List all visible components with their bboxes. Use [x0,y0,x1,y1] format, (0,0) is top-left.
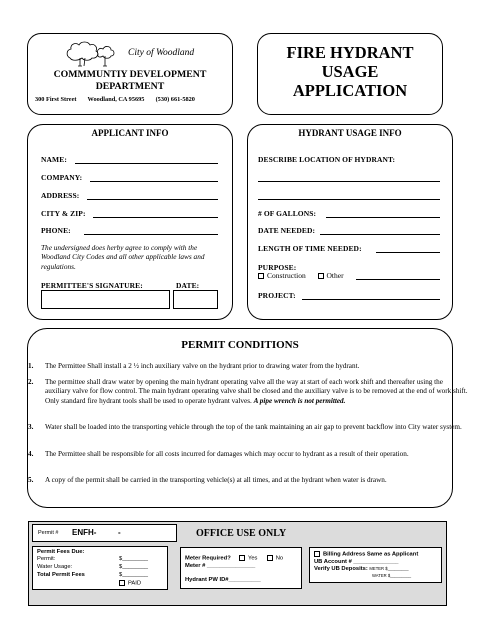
date-input[interactable] [173,290,218,309]
location-label: DESCRIBE LOCATION OF HYDRANT: [258,155,396,164]
water-deposit-field[interactable]: WATER $_________ [372,573,412,578]
form-title [257,43,443,100]
condition-number: 3. [28,423,34,431]
location-input-line-2[interactable] [258,199,440,200]
date-needed-input[interactable] [320,234,440,235]
meter-deposit-field[interactable]: METER $_________ [369,566,409,571]
purpose-construction-option[interactable] [258,271,308,280]
street-address: 300 First Street [35,96,77,103]
form-title-line-2: USAGE [321,62,379,81]
purpose-other-input[interactable] [356,279,440,280]
condition-number: 1. [28,362,34,370]
other-checkbox[interactable] [318,273,324,279]
applicant-info-title: APPLICANT INFO [91,128,169,138]
purpose-label: PURPOSE: [258,263,297,272]
permit-number-label: Permit # [38,530,59,536]
verify-deposits-label: Verify UB Deposits: [314,566,368,572]
city-logo-text: City of Woodland [128,48,195,58]
permit-fee-label: Permit: [37,556,56,562]
phone-input[interactable] [84,234,218,235]
condition-text: Water shall be loaded into the transporting vehicle through the top of the tank maintaining an air gap to prevent backflow into City water system. [45,423,462,431]
condition-text: The permittee shall draw water by opening the main hydrant operating valve all the way at start of each work shift and thereafter using the auxiliary valve for flow control. The main hydrant operating valve shall be closed and the auxiliary valve is to be removed at the end of work shift. Only standard fire hydrant tools shall be used to operate hydrant valves. A pipe wrench is not permitted. [45,378,468,405]
hydrant-pw-id-field[interactable]: Hydrant PW ID#__________ [185,577,261,583]
condition-text: The Permittee shall be responsible for all costs incurred for damages which may occur to hydrant as a result of their operation. [45,450,409,458]
paid-option[interactable] [119,580,141,588]
form-title-line-1: FIRE HYDRANT [286,43,414,62]
billing-same-option[interactable] [314,551,418,558]
condition-text: The Permittee Shall install a 2 ½ inch auxiliary valve on the hydrant prior to drawing water from the hydrant. [45,362,360,370]
permit-number-prefix[interactable]: ENFH- [72,528,97,537]
project-label: PROJECT: [258,291,296,300]
location-input-line-1[interactable] [258,181,440,182]
phone-label: PHONE: [41,226,71,235]
paid-label: PAID [128,580,142,587]
department-address-line [35,96,195,103]
construction-checkbox[interactable] [258,273,264,279]
meter-box [180,547,302,589]
address-label: ADDRESS: [41,191,80,200]
meter-number-field[interactable]: Meter # _______________ [185,563,256,569]
permit-fee-amount[interactable]: $________ [119,556,149,562]
date-needed-label: DATE NEEDED: [258,226,316,235]
agreement-text: The undersigned does herby agree to comply with the Woodland City Codes and all other applicable laws and regulations. [41,243,205,271]
purpose-other-option[interactable] [318,271,344,280]
name-input[interactable] [75,163,218,164]
permit-conditions-title: PERMIT CONDITIONS [181,339,299,351]
verify-deposits-row [314,566,409,572]
condition-text: A copy of the permit shall be carried in the transporting vehicle(s) at all times, and at the hydrant when water is drawn. [45,476,387,484]
construction-label: Construction [267,271,306,280]
date-label: DATE: [176,281,200,290]
meter-yes-checkbox[interactable] [239,555,245,561]
total-fees-label: Total Permit Fees [37,572,85,578]
condition-number: 2. [28,378,34,386]
city-address: Woodland, CA 95695 [87,96,145,103]
gallons-input[interactable] [326,217,440,218]
department-line-2: DEPARTMENT [95,80,165,92]
signature-input[interactable] [41,290,170,309]
condition-number: 5. [28,476,34,484]
water-usage-label: Water Usage: [37,564,73,570]
phone-number: (530) 661-5820 [155,96,195,103]
gallons-label: # OF GALLONS: [258,209,317,218]
length-of-time-input[interactable] [376,252,440,253]
hydrant-usage-title: HYDRANT USAGE INFO [298,128,402,138]
meter-required-label: Meter Required? [185,555,231,562]
form-title-line-3: APPLICATION [292,81,408,100]
permit-number-dash: - [118,528,121,537]
name-label: NAME: [41,155,67,164]
department-name [27,69,233,92]
office-use-title: OFFICE USE ONLY [196,528,287,539]
meter-no-checkbox[interactable] [267,555,273,561]
address-input[interactable] [87,199,218,200]
city-zip-label: CITY & ZIP: [41,209,86,218]
department-line-1: COMMMUNTIY DEVELOPMENT [53,69,207,80]
other-label: Other [326,271,344,280]
project-input[interactable] [302,299,440,300]
permit-fees-title: Permit Fees Due: [37,549,85,555]
tree-logo-icon [64,38,128,68]
company-input[interactable] [90,181,218,182]
meter-required-row [185,555,283,562]
condition-number: 4. [28,450,34,458]
signature-label: PERMITTEE'S SIGNATURE: [41,281,143,290]
purpose-options [258,271,344,280]
billing-same-label: Billing Address Same as Applicant [323,551,419,558]
meter-no-label: No [275,555,284,562]
company-label: COMPANY: [41,173,83,182]
length-of-time-label: LENGTH OF TIME NEEDED: [258,244,362,253]
water-usage-amount[interactable]: $________ [119,564,149,570]
billing-box [309,547,442,583]
ub-account-field[interactable]: UB Account # ______________ [314,559,399,565]
paid-checkbox[interactable] [119,580,125,586]
meter-yes-label: Yes [248,555,258,562]
total-fees-amount[interactable]: $________ [119,572,149,578]
condition-emphasis: A pipe wrench is not permitted. [253,396,346,405]
billing-same-checkbox[interactable] [314,551,320,557]
permit-fees-box [32,546,168,590]
city-zip-input[interactable] [93,217,218,218]
permit-number-box [32,524,177,542]
